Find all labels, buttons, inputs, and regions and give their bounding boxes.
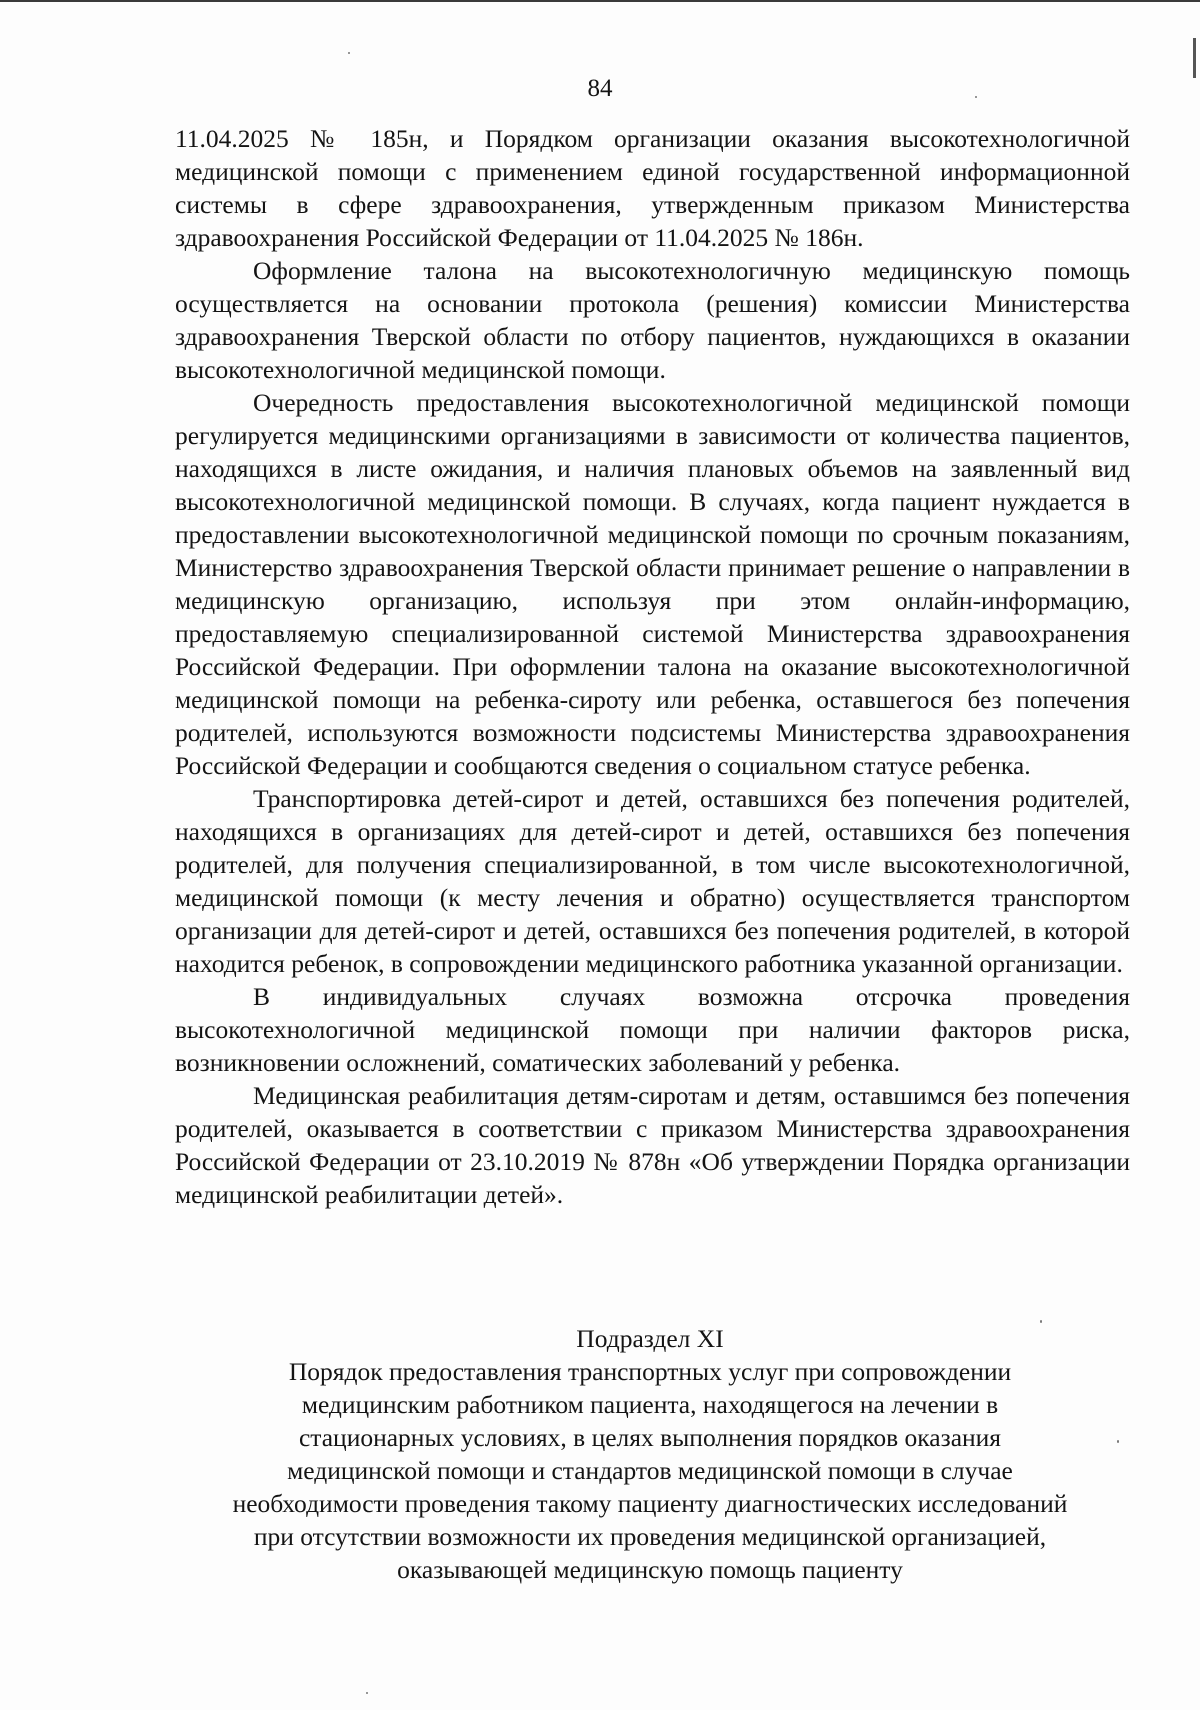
subsection-heading: Подраздел XI [576, 1324, 724, 1353]
paragraph-postponement: В индивидуальных случаях возможна отсрочка проведения высокотехнологичной медицинской помощи при наличии факторов риска, возникновении осложнений, соматических заболеваний у ребенка. [175, 982, 1130, 1077]
paragraph-talon: Оформление талона на высокотехнологичную медицинскую помощь осуществляется на основании протокола (решения) комиссии Министерства здравоохранения Тверской области по отбору пациентов, нуждающихся в оказании высокотехнологичной медицинской помощи. [175, 256, 1130, 384]
subsection-title [180, 1355, 1120, 1586]
scan-speck [975, 96, 977, 98]
subsection-title-line: при отсутствии возможности их проведения медицинской организацией, [253, 1522, 1047, 1551]
paragraph-queue: Очередность предоставления высокотехнологичной медицинской помощи регулируется медицинскими организациями в зависимости от количества пациентов, находящихся в листе ожидания, и наличия плановых объемов на заявленный вид высокотехнологичной медицинской помощи. В случаях, когда пациент нуждается в предоставлении высокотехнологичной медицинской помощи по срочным показаниям, Министерство здравоохранения Тверской области принимает решение о направлении в медицинскую организацию, используя при этом онлайн-информацию, предоставляемую специализированной системой Министерства здравоохранения Российской Федерации. При оформлении талона на оказание высокотехнологичной медицинской помощи на ребенка-сироту или ребенка, оставшегося без попечения родителей, используются возможности подсистемы Министерства здравоохранения Российской Федерации и сообщаются сведения о социальном статусе ребенка. [175, 388, 1130, 780]
scan-speck [1040, 1320, 1042, 1323]
subsection-title-line: медицинской помощи и стандартов медицинской помощи в случае [287, 1456, 1013, 1485]
subsection-title-line: медицинским работником пациента, находящегося на лечении в [301, 1390, 999, 1419]
page-number: 84 [587, 75, 613, 102]
document-body [175, 122, 1130, 1211]
paragraph-rehabilitation: Медицинская реабилитация детям-сиротам и детям, оставшимся без попечения родителей, оказывается в соответствии с приказом Министерства здравоохранения Российской Федерации от 23.10.2019 № 878н «Об утверждении Порядка организации медицинской реабилитации детей». [175, 1081, 1130, 1209]
scan-speck [1117, 1440, 1119, 1443]
scan-edge-mark [1193, 38, 1196, 78]
subsection-title-line: Порядок предоставления транспортных услуг при сопровождении [288, 1357, 1012, 1386]
scan-top-border [0, 0, 1200, 2]
paragraph-transport: Транспортировка детей-сирот и детей, оставшихся без попечения родителей, находящихся в организациях для детей-сирот и детей, оставшихся без попечения родителей, для получения специализированной, в том числе высокотехнологичной, медицинской помощи (к месту лечения и обратно) осуществляется транспортом организации для детей-сирот и детей, оставшихся без попечения родителей, в которой находится ребенок, в сопровождении медицинского работника указанной организации. [175, 784, 1130, 978]
subsection-title-line: стационарных условиях, в целях выполнения порядков оказания [298, 1423, 1002, 1452]
scan-speck [366, 1692, 368, 1694]
subsection-block [150, 1322, 1150, 1586]
subsection-title-line: необходимости проведения такому пациенту диагностических исследований [232, 1489, 1068, 1518]
scan-speck [348, 52, 350, 54]
subsection-title-line: оказывающей медицинскую помощь пациенту [397, 1555, 903, 1584]
paragraph-continuation: 11.04.2025 № 185н, и Порядком организации оказания высокотехнологичной медицинской помощи с применением единой государственной информационной системы в сфере здравоохранения, утвержденным приказом Министерства здравоохранения Российской Федерации от 11.04.2025 № 186н. [175, 124, 1130, 252]
